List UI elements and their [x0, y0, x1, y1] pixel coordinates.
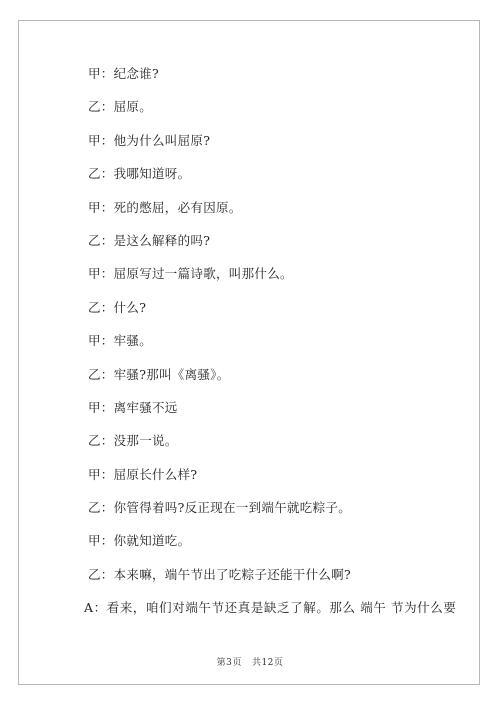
dialogue-line: 乙：牢骚?那叫《离骚》。: [88, 366, 230, 382]
dialogue-line: 乙：没那一说。: [88, 433, 178, 449]
page-total: 共12页: [251, 658, 284, 668]
dialogue-line: 乙：我哪知道呀。: [88, 166, 191, 182]
dialogue-line: 甲：纪念谁?: [88, 66, 160, 81]
page-number: 第3页: [216, 658, 242, 668]
page-footer: [0, 655, 500, 668]
dialogue-line: 乙：你管得着吗?反正现在一到端午就吃粽子。: [88, 500, 352, 516]
dialogue-text: [84, 66, 468, 634]
dialogue-line: 甲：死的憋屈，必有因原。: [88, 199, 242, 215]
dialogue-line: 甲：他为什么叫屈原?: [88, 132, 211, 148]
dialogue-line: 甲：屈原写过一篇诗歌，叫那什么。: [88, 266, 293, 282]
dialogue-line: 甲：屈原长什么样?: [88, 466, 198, 482]
dialogue-line: 甲：牢骚。: [88, 333, 153, 349]
dialogue-line: 甲：离牢骚不远: [88, 399, 178, 415]
dialogue-line: 乙：是这么解释的吗?: [88, 232, 211, 248]
dialogue-line: 乙：什么?: [88, 299, 147, 315]
narration-line: A：看来，咱们对端午节还真是缺乏了解。那么 端午 节为什么要: [84, 600, 457, 616]
dialogue-line: 甲：你就知道吃。: [88, 533, 191, 549]
dialogue-line: 乙：本来嘛，端午节出了吃粽子还能干什么啊?: [88, 566, 352, 582]
dialogue-line: 乙：屈原。: [88, 99, 153, 115]
